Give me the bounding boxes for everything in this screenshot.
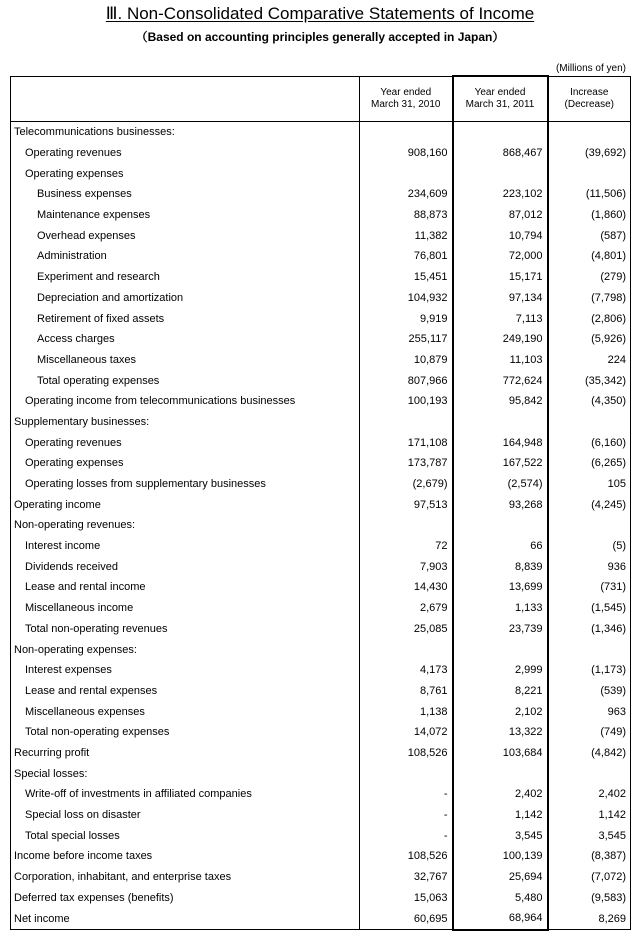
value-change: 224: [548, 350, 631, 371]
table-body: [11, 122, 631, 930]
table-row: [11, 681, 631, 702]
value-2010: 108,526: [360, 743, 453, 764]
value-change: (9,583): [548, 887, 631, 908]
value-2010: 2,679: [360, 598, 453, 619]
value-change: 936: [548, 556, 631, 577]
value-2011: 8,221: [453, 681, 548, 702]
value-change: (4,801): [548, 246, 631, 267]
value-2010: 171,108: [360, 432, 453, 453]
value-2011: [453, 163, 548, 184]
value-change: [548, 412, 631, 433]
row-label: Miscellaneous income: [11, 598, 360, 619]
value-2011: 7,113: [453, 308, 548, 329]
value-2010: (2,679): [360, 474, 453, 495]
value-2011: 23,739: [453, 619, 548, 640]
row-label: Overhead expenses: [11, 225, 360, 246]
row-label: Lease and rental income: [11, 577, 360, 598]
value-2011: 15,171: [453, 267, 548, 288]
value-change: 1,142: [548, 805, 631, 826]
value-change: (6,265): [548, 453, 631, 474]
value-2010: -: [360, 825, 453, 846]
value-change: 2,402: [548, 784, 631, 805]
row-label: Operating expenses: [11, 453, 360, 474]
value-2011: 95,842: [453, 391, 548, 412]
row-label: Total non-operating expenses: [11, 722, 360, 743]
row-label: Maintenance expenses: [11, 205, 360, 226]
value-2010: 88,873: [360, 205, 453, 226]
income-statement-table: [10, 75, 631, 931]
value-2010: 14,430: [360, 577, 453, 598]
row-label: Recurring profit: [11, 743, 360, 764]
value-change: (1,545): [548, 598, 631, 619]
value-2011: 97,134: [453, 288, 548, 309]
value-2011: 868,467: [453, 143, 548, 164]
value-change: (749): [548, 722, 631, 743]
value-change: (279): [548, 267, 631, 288]
value-2010: 76,801: [360, 246, 453, 267]
value-change: (7,072): [548, 867, 631, 888]
column-header-line: Year ended: [474, 87, 526, 98]
value-2011: 10,794: [453, 225, 548, 246]
column-header-line: March 31, 2010: [371, 98, 441, 110]
value-change: (5): [548, 536, 631, 557]
unit-note: (Millions of yen): [555, 63, 626, 74]
row-label: Write-off of investments in affiliated companies: [11, 784, 360, 805]
table-row: [11, 350, 631, 371]
table-row: [11, 474, 631, 495]
row-label: Dividends received: [11, 556, 360, 577]
value-2011: 13,699: [453, 577, 548, 598]
value-2011: 66: [453, 536, 548, 557]
column-header-2011: [453, 76, 548, 122]
value-2011: 100,139: [453, 846, 548, 867]
value-2011: 87,012: [453, 205, 548, 226]
value-2010: 173,787: [360, 453, 453, 474]
value-change: [548, 122, 631, 143]
column-header-line: Increase: [570, 86, 609, 98]
value-2010: [360, 515, 453, 536]
row-label: Total operating expenses: [11, 370, 360, 391]
value-2011: 13,322: [453, 722, 548, 743]
value-2010: [360, 763, 453, 784]
value-change: (7,798): [548, 288, 631, 309]
table-row: [11, 432, 631, 453]
page-title: [0, 4, 640, 24]
row-label: Operating expenses: [11, 163, 360, 184]
value-change: 8,269: [548, 908, 631, 930]
value-2010: 807,966: [360, 370, 453, 391]
value-2010: 255,117: [360, 329, 453, 350]
table-row: [11, 494, 631, 515]
value-2011: 1,142: [453, 805, 548, 826]
table-row: [11, 805, 631, 826]
value-2010: 15,451: [360, 267, 453, 288]
value-change: (35,342): [548, 370, 631, 391]
value-change: (1,860): [548, 205, 631, 226]
table-row: [11, 908, 631, 930]
value-change: (1,173): [548, 660, 631, 681]
value-2010: 10,879: [360, 350, 453, 371]
row-label: Non-operating expenses:: [11, 639, 360, 660]
column-header-change: [548, 76, 631, 122]
row-label: Operating income from telecommunications businesses: [11, 391, 360, 412]
table-row: [11, 246, 631, 267]
value-2011: 1,133: [453, 598, 548, 619]
table-row: [11, 412, 631, 433]
table-row: [11, 867, 631, 888]
value-2011: 8,839: [453, 556, 548, 577]
value-change: [548, 515, 631, 536]
value-2011: 11,103: [453, 350, 548, 371]
value-change: (731): [548, 577, 631, 598]
table-row: [11, 660, 631, 681]
value-2010: 97,513: [360, 494, 453, 515]
table-row: [11, 391, 631, 412]
value-2010: 60,695: [360, 908, 453, 930]
value-2010: [360, 163, 453, 184]
value-2010: 4,173: [360, 660, 453, 681]
value-change: (5,926): [548, 329, 631, 350]
column-header-line: (Decrease): [564, 98, 614, 110]
value-2010: 104,932: [360, 288, 453, 309]
page-subtitle: （Based on accounting principles generally accepted in Japan）: [135, 30, 505, 44]
value-2010: 11,382: [360, 225, 453, 246]
row-label: Operating revenues: [11, 143, 360, 164]
value-2011: 167,522: [453, 453, 548, 474]
row-label: Miscellaneous expenses: [11, 701, 360, 722]
value-change: (587): [548, 225, 631, 246]
value-change: (4,350): [548, 391, 631, 412]
row-label: Experiment and research: [11, 267, 360, 288]
value-change: [548, 163, 631, 184]
table-row: [11, 163, 631, 184]
value-2010: 100,193: [360, 391, 453, 412]
table-row: [11, 288, 631, 309]
row-label: Total non-operating revenues: [11, 619, 360, 640]
table-row: [11, 722, 631, 743]
value-2011: 93,268: [453, 494, 548, 515]
row-label: Net income: [11, 908, 360, 930]
column-header-2010: [360, 76, 453, 122]
value-2010: -: [360, 784, 453, 805]
table-row: [11, 619, 631, 640]
value-2011: 103,684: [453, 743, 548, 764]
row-label: Operating revenues: [11, 432, 360, 453]
table-row: [11, 267, 631, 288]
value-2010: 908,160: [360, 143, 453, 164]
value-2010: 108,526: [360, 846, 453, 867]
table-row: [11, 453, 631, 474]
value-change: (4,842): [548, 743, 631, 764]
table-row: [11, 205, 631, 226]
label-column-header: [11, 76, 360, 122]
row-label: Non-operating revenues:: [11, 515, 360, 536]
row-label: Total special losses: [11, 825, 360, 846]
value-change: 105: [548, 474, 631, 495]
value-2010: -: [360, 805, 453, 826]
value-change: (1,346): [548, 619, 631, 640]
table-row: [11, 184, 631, 205]
row-label: Depreciation and amortization: [11, 288, 360, 309]
value-2011: 2,999: [453, 660, 548, 681]
value-2010: 32,767: [360, 867, 453, 888]
value-2011: [453, 515, 548, 536]
page-title-text: Ⅲ. Non-Consolidated Comparative Statements of Income: [105, 4, 535, 23]
value-2010: 25,085: [360, 619, 453, 640]
column-header-line: Year ended: [380, 86, 432, 98]
value-2010: 15,063: [360, 887, 453, 908]
value-change: (6,160): [548, 432, 631, 453]
row-label: Telecommunications businesses:: [11, 122, 360, 143]
row-label: Interest expenses: [11, 660, 360, 681]
row-label: Interest income: [11, 536, 360, 557]
row-label: Supplementary businesses:: [11, 412, 360, 433]
value-2011: 72,000: [453, 246, 548, 267]
value-2010: [360, 412, 453, 433]
row-label: Business expenses: [11, 184, 360, 205]
value-change: (8,387): [548, 846, 631, 867]
table-row: [11, 598, 631, 619]
value-2010: 234,609: [360, 184, 453, 205]
value-2011: 2,102: [453, 701, 548, 722]
table-row: [11, 308, 631, 329]
value-2011: 25,694: [453, 867, 548, 888]
value-2011: [453, 122, 548, 143]
row-label: Administration: [11, 246, 360, 267]
value-2011: 68,964: [453, 908, 548, 930]
table-row: [11, 577, 631, 598]
row-label: Lease and rental expenses: [11, 681, 360, 702]
table-row: [11, 846, 631, 867]
value-2010: 1,138: [360, 701, 453, 722]
table-row: [11, 329, 631, 350]
table-row: [11, 536, 631, 557]
value-2011: (2,574): [453, 474, 548, 495]
value-2011: 5,480: [453, 887, 548, 908]
table-row: [11, 887, 631, 908]
value-2010: [360, 122, 453, 143]
column-header-line: March 31, 2011: [465, 99, 535, 110]
table-row: [11, 370, 631, 391]
table-row: [11, 743, 631, 764]
value-2011: [453, 639, 548, 660]
value-2011: 164,948: [453, 432, 548, 453]
table-row: [11, 515, 631, 536]
value-2010: 8,761: [360, 681, 453, 702]
row-label: Income before income taxes: [11, 846, 360, 867]
table-row: [11, 825, 631, 846]
value-change: (39,692): [548, 143, 631, 164]
value-change: 3,545: [548, 825, 631, 846]
row-label: Operating income: [11, 494, 360, 515]
value-2011: 2,402: [453, 784, 548, 805]
value-change: 963: [548, 701, 631, 722]
value-2011: 249,190: [453, 329, 548, 350]
row-label: Special losses:: [11, 763, 360, 784]
value-2010: 9,919: [360, 308, 453, 329]
table-row: [11, 122, 631, 143]
row-label: Corporation, inhabitant, and enterprise taxes: [11, 867, 360, 888]
table-row: [11, 763, 631, 784]
row-label: Access charges: [11, 329, 360, 350]
value-change: [548, 763, 631, 784]
table-row: [11, 701, 631, 722]
row-label: Deferred tax expenses (benefits): [11, 887, 360, 908]
value-change: (539): [548, 681, 631, 702]
value-change: (4,245): [548, 494, 631, 515]
table-row: [11, 784, 631, 805]
value-2011: 772,624: [453, 370, 548, 391]
row-label: Special loss on disaster: [11, 805, 360, 826]
value-change: [548, 639, 631, 660]
row-label: Retirement of fixed assets: [11, 308, 360, 329]
row-label: Operating losses from supplementary businesses: [11, 474, 360, 495]
table-row: [11, 639, 631, 660]
row-label: Miscellaneous taxes: [11, 350, 360, 371]
table-row: [11, 143, 631, 164]
value-2010: 72: [360, 536, 453, 557]
value-2010: 14,072: [360, 722, 453, 743]
value-2011: [453, 412, 548, 433]
value-change: (11,506): [548, 184, 631, 205]
value-2011: 223,102: [453, 184, 548, 205]
value-2010: 7,903: [360, 556, 453, 577]
value-change: (2,806): [548, 308, 631, 329]
value-2011: 3,545: [453, 825, 548, 846]
value-2011: [453, 763, 548, 784]
table-header-row: [11, 76, 631, 122]
table-row: [11, 556, 631, 577]
table-row: [11, 225, 631, 246]
value-2010: [360, 639, 453, 660]
